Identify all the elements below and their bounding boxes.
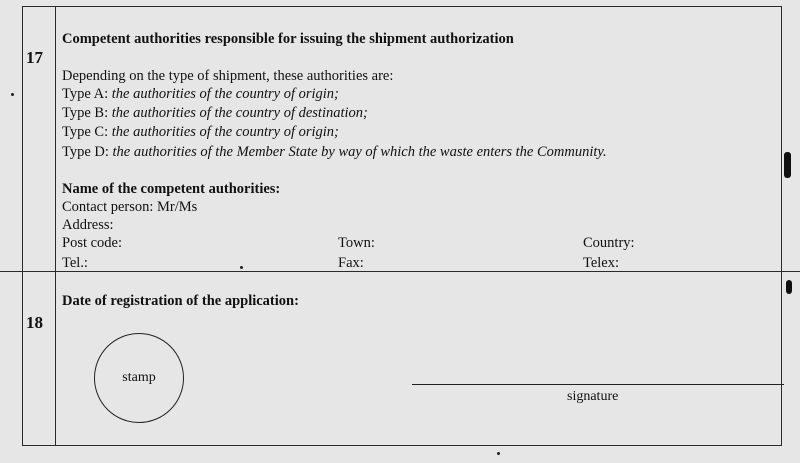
type-a-row: [62, 85, 339, 103]
section-17-title: Competent authorities responsible for issuing the shipment authorization: [62, 31, 514, 47]
type-b-label: Type B:: [62, 105, 109, 121]
contact-person-field[interactable]: Contact person: Mr/Ms: [62, 199, 198, 215]
address-field[interactable]: Address:: [62, 217, 114, 233]
post-code-field[interactable]: Post code:: [62, 235, 123, 251]
section-17-number: 17: [26, 48, 43, 67]
type-d-row: [62, 143, 607, 161]
section-divider: [0, 271, 800, 272]
type-a-label: Type A:: [62, 86, 109, 102]
authorities-intro: Depending on the type of shipment, these authorities are:: [62, 68, 394, 84]
name-heading: Name of the competent authorities:: [62, 181, 281, 197]
type-c-row: [62, 123, 339, 141]
stamp-label: stamp: [122, 370, 156, 385]
country-field[interactable]: Country:: [583, 235, 635, 251]
scan-dot: [11, 93, 14, 96]
scan-mark: [786, 280, 792, 294]
tel-field[interactable]: Tel.:: [62, 255, 88, 271]
type-d-text: the authorities of the Member State by way of which the waste enters the Community.: [112, 144, 607, 160]
signature-line[interactable]: [412, 384, 784, 385]
type-a-text: the authorities of the country of origin;: [111, 86, 339, 102]
type-c-text: the authorities of the country of origin;: [111, 124, 339, 140]
scan-dot: [497, 452, 500, 455]
telex-field[interactable]: Telex:: [583, 255, 620, 271]
number-column-divider: [55, 6, 56, 446]
town-field[interactable]: Town:: [338, 235, 375, 251]
type-c-label: Type C:: [62, 124, 109, 140]
type-b-text: the authorities of the country of destination;: [111, 105, 368, 121]
stamp-circle: [94, 333, 184, 423]
scan-mark: [784, 152, 791, 178]
signature-label: signature: [567, 389, 619, 404]
fax-field[interactable]: Fax:: [338, 255, 364, 271]
section-18-number: 18: [26, 313, 43, 332]
scan-dot: [240, 266, 243, 269]
type-b-row: [62, 104, 368, 122]
registration-date-field[interactable]: Date of registration of the application:: [62, 293, 299, 309]
type-d-label: Type D:: [62, 144, 109, 160]
